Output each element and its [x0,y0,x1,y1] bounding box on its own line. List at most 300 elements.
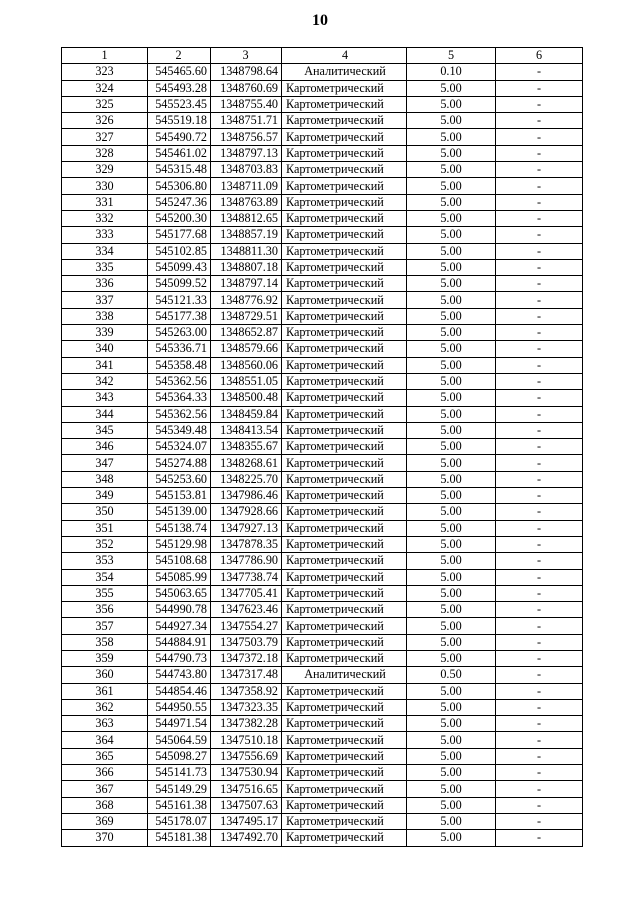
note-cell: - [496,585,583,601]
method-cell: Картометрический [282,422,407,438]
point-number-cell: 346 [62,439,148,455]
note-cell: - [496,830,583,846]
table-row [62,259,583,275]
table-row [62,406,583,422]
point-number-cell: 344 [62,406,148,422]
accuracy-cell: 5.00 [407,618,496,634]
note-cell: - [496,145,583,161]
x-coordinate-cell: 545324.07 [148,439,211,455]
x-coordinate-cell: 545102.85 [148,243,211,259]
y-coordinate-cell: 1348652.87 [211,325,282,341]
y-coordinate-cell: 1347492.70 [211,830,282,846]
table-row [62,634,583,650]
point-number-cell: 326 [62,113,148,129]
point-number-cell: 337 [62,292,148,308]
x-coordinate-cell: 545465.60 [148,64,211,80]
y-coordinate-cell: 1348798.64 [211,64,282,80]
point-number-cell: 367 [62,781,148,797]
note-cell: - [496,667,583,683]
column-header: 4 [282,48,407,64]
note-cell: - [496,227,583,243]
accuracy-cell: 5.00 [407,292,496,308]
method-cell: Картометрический [282,618,407,634]
table-row [62,553,583,569]
x-coordinate-cell: 545200.30 [148,210,211,226]
x-coordinate-cell: 544854.46 [148,683,211,699]
note-cell: - [496,308,583,324]
point-number-cell: 363 [62,716,148,732]
note-cell: - [496,422,583,438]
table-row [62,520,583,536]
method-cell: Картометрический [282,585,407,601]
method-cell: Картометрический [282,504,407,520]
y-coordinate-cell: 1348756.57 [211,129,282,145]
y-coordinate-cell: 1347623.46 [211,602,282,618]
method-cell: Картометрический [282,162,407,178]
table-row [62,341,583,357]
accuracy-cell: 5.00 [407,210,496,226]
note-cell: - [496,650,583,666]
y-coordinate-cell: 1347372.18 [211,650,282,666]
method-cell: Картометрический [282,765,407,781]
method-cell: Картометрический [282,308,407,324]
note-cell: - [496,813,583,829]
table-row [62,162,583,178]
accuracy-cell: 5.00 [407,308,496,324]
table-row [62,488,583,504]
accuracy-cell: 5.00 [407,325,496,341]
accuracy-cell: 5.00 [407,341,496,357]
point-number-cell: 329 [62,162,148,178]
point-number-cell: 342 [62,373,148,389]
column-header: 2 [148,48,211,64]
y-coordinate-cell: 1348500.48 [211,390,282,406]
method-cell: Картометрический [282,259,407,275]
y-coordinate-cell: 1348225.70 [211,471,282,487]
x-coordinate-cell: 545161.38 [148,797,211,813]
method-cell: Картометрический [282,178,407,194]
y-coordinate-cell: 1348355.67 [211,439,282,455]
accuracy-cell: 5.00 [407,276,496,292]
note-cell: - [496,732,583,748]
page-number: 10 [312,12,328,29]
point-number-cell: 338 [62,308,148,324]
method-cell: Картометрический [282,406,407,422]
accuracy-cell: 5.00 [407,520,496,536]
method-cell: Аналитический [282,64,407,80]
note-cell: - [496,129,583,145]
method-cell: Картометрический [282,96,407,112]
y-coordinate-cell: 1348797.14 [211,276,282,292]
note-cell: - [496,520,583,536]
accuracy-cell: 5.00 [407,113,496,129]
y-coordinate-cell: 1348763.89 [211,194,282,210]
accuracy-cell: 5.00 [407,683,496,699]
point-number-cell: 345 [62,422,148,438]
note-cell: - [496,243,583,259]
method-cell: Картометрический [282,536,407,552]
accuracy-cell: 5.00 [407,259,496,275]
point-number-cell: 330 [62,178,148,194]
column-header: 3 [211,48,282,64]
x-coordinate-cell: 545121.33 [148,292,211,308]
point-number-cell: 361 [62,683,148,699]
method-cell: Картометрический [282,210,407,226]
accuracy-cell: 5.00 [407,585,496,601]
point-number-cell: 356 [62,602,148,618]
y-coordinate-cell: 1347705.41 [211,585,282,601]
y-coordinate-cell: 1348579.66 [211,341,282,357]
table-row [62,765,583,781]
accuracy-cell: 5.00 [407,357,496,373]
table-row [62,145,583,161]
accuracy-cell: 5.00 [407,748,496,764]
accuracy-cell: 5.00 [407,797,496,813]
point-number-cell: 357 [62,618,148,634]
x-coordinate-cell: 545141.73 [148,765,211,781]
y-coordinate-cell: 1348797.13 [211,145,282,161]
point-number-cell: 332 [62,210,148,226]
method-cell: Картометрический [282,553,407,569]
y-coordinate-cell: 1348268.61 [211,455,282,471]
note-cell: - [496,178,583,194]
x-coordinate-cell: 545315.48 [148,162,211,178]
x-coordinate-cell: 545178.07 [148,813,211,829]
method-cell: Картометрический [282,699,407,715]
note-cell: - [496,488,583,504]
note-cell: - [496,194,583,210]
table-row [62,227,583,243]
table-row [62,667,583,683]
y-coordinate-cell: 1347317.48 [211,667,282,683]
y-coordinate-cell: 1348751.71 [211,113,282,129]
method-cell: Картометрический [282,732,407,748]
y-coordinate-cell: 1347927.13 [211,520,282,536]
table-row [62,618,583,634]
table-row [62,585,583,601]
method-cell: Картометрический [282,471,407,487]
table-row [62,781,583,797]
note-cell: - [496,357,583,373]
table-row [62,325,583,341]
y-coordinate-cell: 1348711.09 [211,178,282,194]
y-coordinate-cell: 1347530.94 [211,765,282,781]
x-coordinate-cell: 545153.81 [148,488,211,504]
x-coordinate-cell: 545493.28 [148,80,211,96]
x-coordinate-cell: 545362.56 [148,406,211,422]
x-coordinate-cell: 544884.91 [148,634,211,650]
table-row [62,243,583,259]
method-cell: Картометрический [282,520,407,536]
y-coordinate-cell: 1348812.65 [211,210,282,226]
table-row [62,748,583,764]
y-coordinate-cell: 1348760.69 [211,80,282,96]
method-cell: Картометрический [282,683,407,699]
y-coordinate-cell: 1347556.69 [211,748,282,764]
point-number-cell: 369 [62,813,148,829]
x-coordinate-cell: 545138.74 [148,520,211,536]
accuracy-cell: 5.00 [407,650,496,666]
y-coordinate-cell: 1347786.90 [211,553,282,569]
y-coordinate-cell: 1348807.18 [211,259,282,275]
x-coordinate-cell: 545139.00 [148,504,211,520]
accuracy-cell: 5.00 [407,390,496,406]
x-coordinate-cell: 545177.68 [148,227,211,243]
x-coordinate-cell: 545490.72 [148,129,211,145]
method-cell: Картометрический [282,129,407,145]
table-row [62,210,583,226]
note-cell: - [496,602,583,618]
note-cell: - [496,553,583,569]
x-coordinate-cell: 545063.65 [148,585,211,601]
y-coordinate-cell: 1347516.65 [211,781,282,797]
accuracy-cell: 5.00 [407,96,496,112]
note-cell: - [496,797,583,813]
point-number-cell: 364 [62,732,148,748]
table-row [62,129,583,145]
method-cell: Картометрический [282,390,407,406]
note-cell: - [496,748,583,764]
table-row [62,650,583,666]
table-row [62,276,583,292]
x-coordinate-cell: 545519.18 [148,113,211,129]
table-row [62,439,583,455]
method-cell: Картометрический [282,439,407,455]
table-row [62,373,583,389]
x-coordinate-cell: 545362.56 [148,373,211,389]
x-coordinate-cell: 545364.33 [148,390,211,406]
note-cell: - [496,259,583,275]
table-row [62,569,583,585]
table-row [62,292,583,308]
point-number-cell: 335 [62,259,148,275]
method-cell: Картометрический [282,373,407,389]
point-number-cell: 355 [62,585,148,601]
note-cell: - [496,292,583,308]
method-cell: Картометрический [282,341,407,357]
y-coordinate-cell: 1348776.92 [211,292,282,308]
x-coordinate-cell: 545099.52 [148,276,211,292]
note-cell: - [496,210,583,226]
y-coordinate-cell: 1347382.28 [211,716,282,732]
point-number-cell: 324 [62,80,148,96]
accuracy-cell: 5.00 [407,471,496,487]
y-coordinate-cell: 1347986.46 [211,488,282,504]
table-row [62,357,583,373]
x-coordinate-cell: 545306.80 [148,178,211,194]
table-row [62,683,583,699]
x-coordinate-cell: 545274.88 [148,455,211,471]
point-number-cell: 333 [62,227,148,243]
accuracy-cell: 0.50 [407,667,496,683]
point-number-cell: 347 [62,455,148,471]
point-number-cell: 352 [62,536,148,552]
accuracy-cell: 5.00 [407,406,496,422]
y-coordinate-cell: 1348703.83 [211,162,282,178]
point-number-cell: 348 [62,471,148,487]
point-number-cell: 368 [62,797,148,813]
note-cell: - [496,569,583,585]
point-number-cell: 358 [62,634,148,650]
table-row [62,178,583,194]
note-cell: - [496,634,583,650]
method-cell: Картометрический [282,797,407,813]
method-cell: Картометрический [282,80,407,96]
note-cell: - [496,699,583,715]
note-cell: - [496,716,583,732]
y-coordinate-cell: 1347928.66 [211,504,282,520]
accuracy-cell: 5.00 [407,145,496,161]
method-cell: Картометрический [282,325,407,341]
table-row [62,64,583,80]
method-cell: Картометрический [282,194,407,210]
x-coordinate-cell: 544790.73 [148,650,211,666]
method-cell: Картометрический [282,813,407,829]
table-row [62,471,583,487]
accuracy-cell: 5.00 [407,162,496,178]
note-cell: - [496,64,583,80]
table-row [62,797,583,813]
point-number-cell: 362 [62,699,148,715]
table-row [62,536,583,552]
y-coordinate-cell: 1347503.79 [211,634,282,650]
method-cell: Картометрический [282,243,407,259]
point-number-cell: 349 [62,488,148,504]
note-cell: - [496,325,583,341]
point-number-cell: 354 [62,569,148,585]
point-number-cell: 341 [62,357,148,373]
y-coordinate-cell: 1348755.40 [211,96,282,112]
point-number-cell: 328 [62,145,148,161]
table-body [62,48,583,847]
accuracy-cell: 5.00 [407,830,496,846]
note-cell: - [496,390,583,406]
table-row [62,732,583,748]
column-header: 6 [496,48,583,64]
point-number-cell: 360 [62,667,148,683]
column-header: 1 [62,48,148,64]
accuracy-cell: 5.00 [407,373,496,389]
method-cell: Картометрический [282,650,407,666]
note-cell: - [496,504,583,520]
method-cell: Картометрический [282,227,407,243]
x-coordinate-cell: 545253.60 [148,471,211,487]
x-coordinate-cell: 544927.34 [148,618,211,634]
note-cell: - [496,683,583,699]
method-cell: Картометрический [282,145,407,161]
x-coordinate-cell: 545149.29 [148,781,211,797]
point-number-cell: 366 [62,765,148,781]
method-cell: Картометрический [282,113,407,129]
point-number-cell: 325 [62,96,148,112]
y-coordinate-cell: 1347510.18 [211,732,282,748]
method-cell: Картометрический [282,357,407,373]
y-coordinate-cell: 1347738.74 [211,569,282,585]
table-row [62,80,583,96]
accuracy-cell: 5.00 [407,504,496,520]
y-coordinate-cell: 1348459.84 [211,406,282,422]
accuracy-cell: 5.00 [407,178,496,194]
accuracy-cell: 5.00 [407,732,496,748]
note-cell: - [496,618,583,634]
table-row [62,813,583,829]
table-row [62,390,583,406]
note-cell: - [496,455,583,471]
y-coordinate-cell: 1347554.27 [211,618,282,634]
note-cell: - [496,162,583,178]
y-coordinate-cell: 1348811.30 [211,243,282,259]
method-cell: Картометрический [282,781,407,797]
x-coordinate-cell: 545247.36 [148,194,211,210]
point-number-cell: 353 [62,553,148,569]
point-number-cell: 350 [62,504,148,520]
method-cell: Картометрический [282,569,407,585]
note-cell: - [496,781,583,797]
accuracy-cell: 5.00 [407,455,496,471]
note-cell: - [496,80,583,96]
accuracy-cell: 5.00 [407,781,496,797]
x-coordinate-cell: 545098.27 [148,748,211,764]
x-coordinate-cell: 544971.54 [148,716,211,732]
accuracy-cell: 5.00 [407,765,496,781]
y-coordinate-cell: 1347323.35 [211,699,282,715]
method-cell: Картометрический [282,276,407,292]
x-coordinate-cell: 545358.48 [148,357,211,373]
note-cell: - [496,276,583,292]
x-coordinate-cell: 545064.59 [148,732,211,748]
y-coordinate-cell: 1348551.05 [211,373,282,389]
point-number-cell: 351 [62,520,148,536]
table-row [62,699,583,715]
x-coordinate-cell: 545177.38 [148,308,211,324]
table-row [62,194,583,210]
point-number-cell: 339 [62,325,148,341]
note-cell: - [496,765,583,781]
point-number-cell: 370 [62,830,148,846]
accuracy-cell: 5.00 [407,813,496,829]
x-coordinate-cell: 544990.78 [148,602,211,618]
y-coordinate-cell: 1347878.35 [211,536,282,552]
x-coordinate-cell: 544743.80 [148,667,211,683]
table-row [62,602,583,618]
accuracy-cell: 5.00 [407,194,496,210]
accuracy-cell: 5.00 [407,129,496,145]
table-row [62,113,583,129]
point-number-cell: 327 [62,129,148,145]
accuracy-cell: 5.00 [407,439,496,455]
method-cell: Картометрический [282,455,407,471]
accuracy-cell: 5.00 [407,488,496,504]
accuracy-cell: 5.00 [407,422,496,438]
x-coordinate-cell: 544950.55 [148,699,211,715]
column-header: 5 [407,48,496,64]
point-number-cell: 340 [62,341,148,357]
accuracy-cell: 5.00 [407,227,496,243]
accuracy-cell: 5.00 [407,699,496,715]
note-cell: - [496,341,583,357]
y-coordinate-cell: 1348729.51 [211,308,282,324]
method-cell: Аналитический [282,667,407,683]
point-number-cell: 365 [62,748,148,764]
table-row [62,830,583,846]
x-coordinate-cell: 545461.02 [148,145,211,161]
accuracy-cell: 5.00 [407,243,496,259]
accuracy-cell: 5.00 [407,553,496,569]
method-cell: Картометрический [282,830,407,846]
coordinates-table [61,47,583,847]
note-cell: - [496,439,583,455]
accuracy-cell: 5.00 [407,634,496,650]
